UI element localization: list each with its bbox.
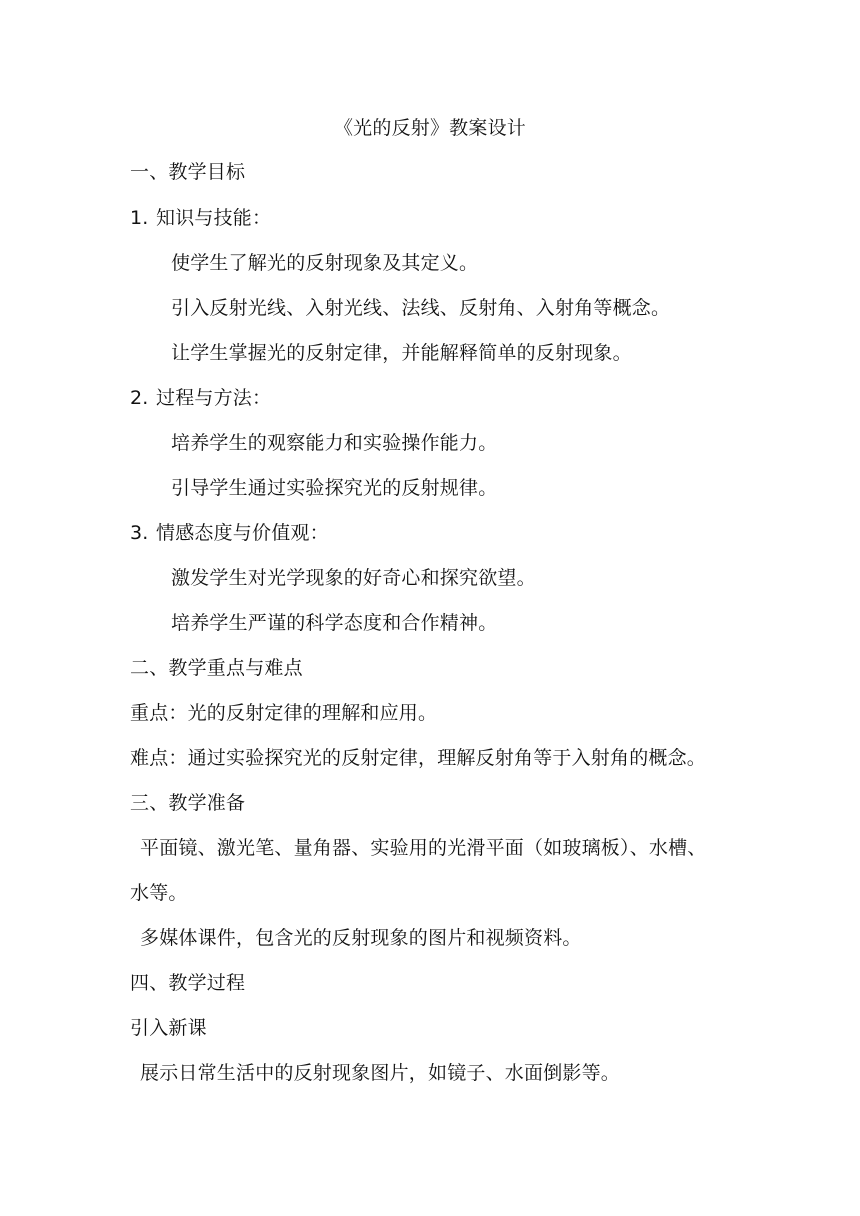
document-title: 《光的反射》教案设计 [333,117,526,139]
list-item: 激发学生对光学现象的好奇心和探究欲望。 [171,567,536,589]
intro-label: 引入新课 [130,1017,207,1039]
list-number: 1. [130,207,149,229]
section-heading-process: 四、教学过程 [130,972,246,994]
list-item: 让学生掌握光的反射定律，并能解释简单的反射现象。 [171,342,632,364]
key-point-text: 重点：光的反射定律的理解和应用。 [130,702,438,724]
list-number: 3. [130,522,149,544]
subsection-label: 情感态度与价值观： [156,522,329,544]
list-item: 引入反射光线、入射光线、法线、反射角、入射角等概念。 [171,297,671,319]
subsection-process [130,383,271,413]
list-number: 2. [130,387,149,409]
preparation-text: 多媒体课件，包含光的反射现象的图片和视频资料。 [140,927,582,949]
difficulty-text: 难点：通过实验探究光的反射定律，理解反射角等于入射角的概念。 [130,747,707,769]
subsection-knowledge [130,203,271,233]
subsection-label: 知识与技能： [156,207,272,229]
section-heading-objectives: 一、教学目标 [130,161,246,183]
section-heading-preparation: 三、教学准备 [130,792,246,814]
preparation-text: 平面镜、激光笔、量角器、实验用的光滑平面（如玻璃板）、水槽、 [140,837,707,859]
intro-text: 展示日常生活中的反射现象图片，如镜子、水面倒影等。 [140,1062,621,1084]
list-item: 培养学生的观察能力和实验操作能力。 [171,432,498,454]
list-item: 引导学生通过实验探究光的反射规律。 [171,477,498,499]
section-heading-key-points: 二、教学重点与难点 [130,657,303,679]
list-item: 培养学生严谨的科学态度和合作精神。 [171,612,498,634]
list-item: 使学生了解光的反射现象及其定义。 [171,252,479,274]
subsection-attitude [130,518,329,548]
subsection-label: 过程与方法： [156,387,272,409]
preparation-text-continued: 水等。 [130,882,188,904]
